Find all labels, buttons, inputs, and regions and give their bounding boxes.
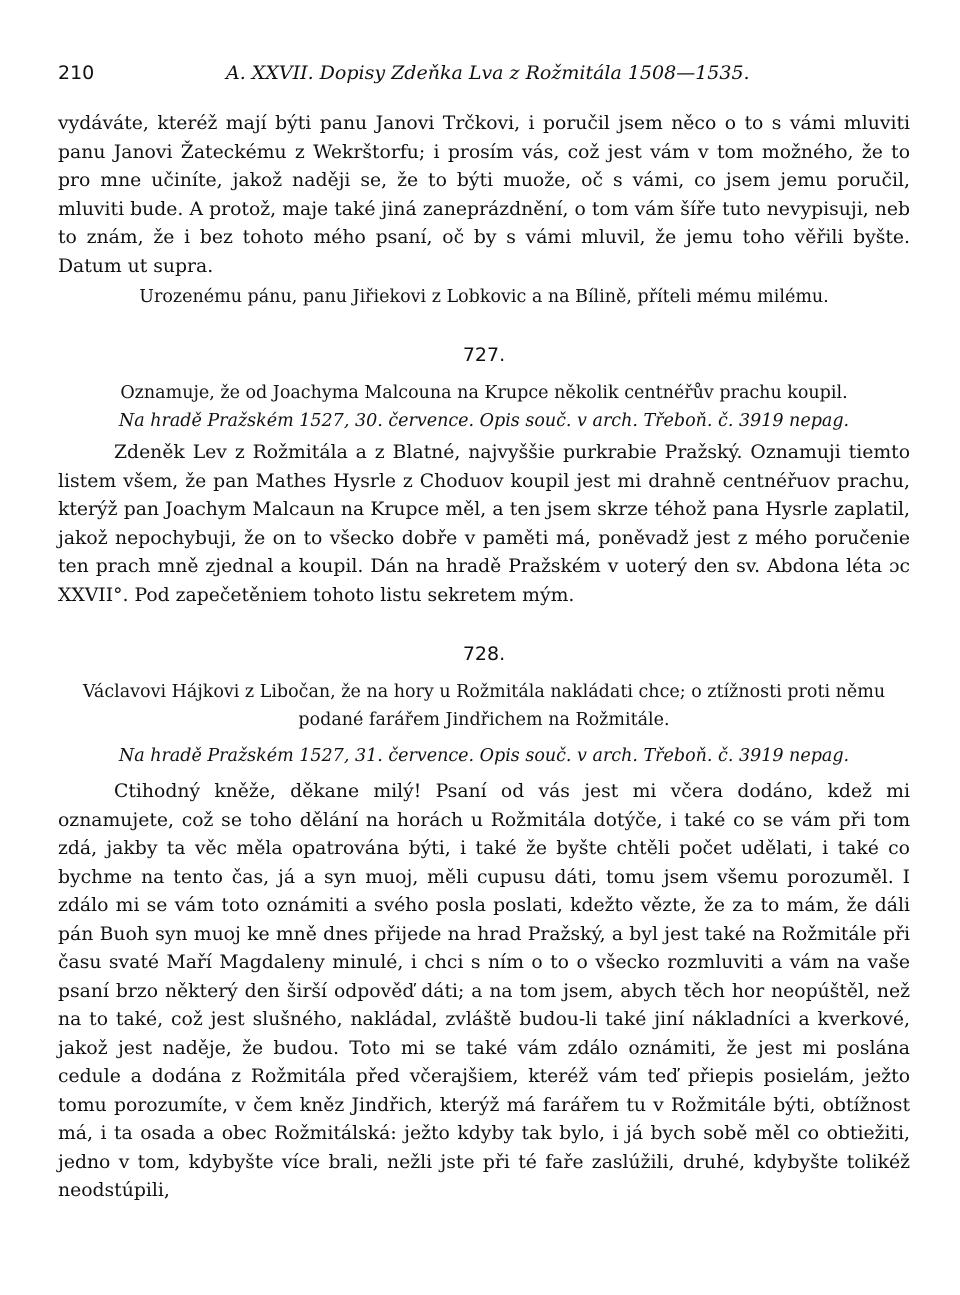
- letter-726-address: Urozenému pánu, panu Jiřiekovi z Lobkovic a na Bílině, příteli mému milému.: [139, 287, 829, 307]
- document-727-summary: Oznamuje, že od Joachyma Malcouna na Krupce několik centnéřův prachu koupil.: [120, 383, 848, 403]
- document-727-text: Zdeněk Lev z Rožmitála a z Blatné, najvyššie purkrabie Pražský. Oznamuji tiemto listem všem, že pan Mathes Hysrle z Choduov koupil jest mi drahně centnéřuov prachu, kterýž pan Joachym Malcaun na Krupce měl, a ten jsem skrze téhož pana Hysrle zaplatil, jakož nepochybuji, že on to všecko dobře v paměti má, poněvadž jest z mého poručenie ten prach mně zjednal a koupil. Dán na hradě Pražském v uoterý den sv. Abdona léta ɔc XXVII°. Pod zapečetěniem tohoto listu sekretem mým.: [58, 442, 910, 606]
- document-727-source: Na hradě Pražském 1527, 30. července. Opis souč. v arch. Třeboň. č. 3919 nepag.: [118, 411, 850, 431]
- page-header: [58, 62, 910, 92]
- document-728-summary: Václavovi Hájkovi z Libočan, že na hory u Rožmitála nakládati chce; o ztížnosti proti němu podané farářem Jindřichem na Rožmitále.: [82, 682, 886, 730]
- document-number-727: 727.: [462, 344, 506, 366]
- document-number-728: 728.: [462, 643, 506, 665]
- running-title: A. XXVII. Dopisy Zdeňka Lva z Rožmitála 1508—1535.: [226, 62, 750, 84]
- page-number: 210: [58, 62, 95, 84]
- document-728-source: Na hradě Pražském 1527, 31. července. Opis souč. v arch. Třeboň. č. 3919 nepag.: [118, 746, 850, 766]
- letter-726-closing-paragraph: vydáváte, kteréž mají býti panu Janovi Trčkovi, i poručil jsem něco o to s vámi mluviti panu Janovi Žateckému z Wekrštorfu; i prosím vás, což jest vám v tom možného, že to pro mne učiníte, jakož naději se, že to býti muože, oč s vámi, co jsem jemu poručil, mluviti bude. A protož, maje také jiná zaneprázdnění, o tom vám šíře tuto nevypisuji, neb to znám, že i bez tohoto mého psaní, oč by s vámi mluvil, že jemu toho věřili byšte. Datum ut supra.: [58, 113, 910, 277]
- document-728-text: Ctihodný kněže, děkane milý! Psaní od vás jest mi včera dodáno, kdež mi oznamujete, což se toho dělání na horách u Rožmitála dotýče, i také co se vám při tom zdá, jakby ta věc měla opatrována býti, i také že byšte chtěli počet udělati, i také co bychme na tento čas, já a syn muoj, měli cupusu dáti, tomu jsem všemu porozuměl. I zdálo mi se vám toto oznámiti a svého posla poslati, kdežto vězte, že za to mám, že dáli pán Buoh syn muoj ke mně dnes přijede na hrad Pražský, a byl jest také na Rožmitále při času svaté Maří Magdaleny minulé, i chci s ním o to o všecko rozmluviti a vám na vaše psaní brzo některý den širší odpověď dáti; a na tom jsem, abych těch hor neopúštěl, než na to také, což jest slušného, nakládal, zvláště budou-li také jiní nákladníci a kverkové, jakož jest naděje, že budou. Toto mi se také vám zdálo oznámiti, že jest mi poslána cedule a dodána z Rožmitála před včerajšiem, kteréž vám teď přiepis posielám, ježto tomu porozumíte, v čem kněz Jindřich, kterýž má farářem tu v Rožmitále býti, obtížnost má, i ta osada a obec Rožmitálská: ježto kdyby tak bylo, i já bych sobě měl co obtiežiti, jedno v tom, kdybyšte více brali, nežli jste při té faře zaslúžili, druhé, kdybyšte tolikéž neodstúpili,: [58, 781, 910, 1201]
